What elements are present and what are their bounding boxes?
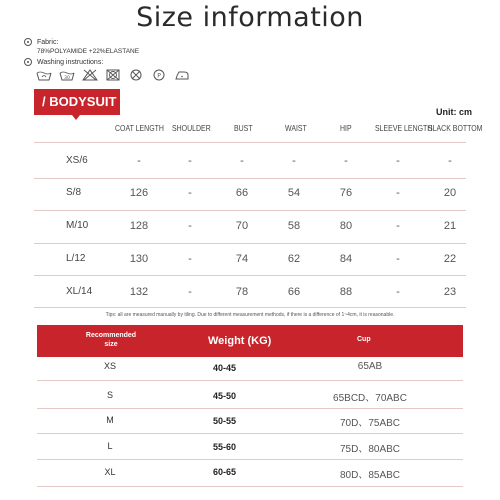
coat-length-value: - [137,155,141,167]
row-divider [34,275,466,276]
header-weight: Weight (KG) [208,335,272,347]
rec-weight-value: 60-65 [213,467,237,477]
section-tag-bodysuit: / BODYSUIT [34,89,120,115]
hand-wash-icon [36,69,52,81]
slack-bottom-value: 22 [443,253,457,265]
no-tumble-dry-icon [105,69,121,81]
rec-cup-value: 65BCD、70ABC [333,393,407,404]
no-bleach-icon [82,69,98,81]
shoulder-value: - [188,220,192,232]
svg-text:30: 30 [64,76,70,81]
header-bust: BUST [234,123,253,133]
rec-weight-value: 45-50 [213,391,237,401]
page-title: Size information [136,2,364,33]
washing-label: Washing instructions: [37,58,104,66]
waist-value: - [292,155,296,167]
row-divider [34,210,466,211]
iron-low-icon [174,69,190,81]
header-cup: Cup [357,336,371,343]
header-shoulder: SHOULDER [172,123,211,133]
waist-value: 58 [287,220,301,232]
hip-value: 80 [339,220,353,232]
sleeve-length-value: - [396,286,400,298]
hip-value: 76 [339,187,353,199]
row-divider [34,307,466,308]
no-dry-clean-icon [128,69,144,81]
shoulder-value: - [188,155,192,167]
row-divider [37,408,463,409]
bust-value: - [240,155,244,167]
rec-cup-value: 80D、85ABC [339,470,401,481]
washing-row [24,58,103,66]
coat-length-value: 128 [129,220,149,232]
bullet-icon [24,58,32,66]
waist-value: 66 [287,286,301,298]
hip-value: 88 [339,286,353,298]
rec-size-label: M [106,415,114,425]
shoulder-value: - [188,286,192,298]
waist-value: 62 [287,253,301,265]
measurement-tips: Tips: all are measured manually by tiling. Due to different measurement methods, if there is a difference of 1~4cm, it is reasonable. [105,312,395,318]
size-label: XL/14 [66,286,93,297]
coat-length-value: 130 [129,253,149,265]
unit-label: Unit: cm [436,107,472,117]
rec-weight-value: 50-55 [213,416,237,426]
header-sleeve-length: SLEEVE LENGTH [375,123,433,133]
size-label: XS/6 [66,155,88,166]
row-divider [37,433,463,434]
slack-bottom-value: 23 [443,286,457,298]
bust-value: 74 [235,253,249,265]
rec-size-label: L [107,441,113,451]
sleeve-length-value: - [396,187,400,199]
bullet-icon [24,38,32,46]
header-coat-length: COAT LENGTH [115,123,164,133]
coat-length-value: 126 [129,187,149,199]
waist-value: 54 [287,187,301,199]
row-divider [37,459,463,460]
rec-size-label: S [106,390,113,400]
row-divider [34,142,466,143]
wash-30-icon [59,69,75,81]
bust-value: 78 [235,286,249,298]
rec-weight-value: 40-45 [213,363,237,373]
fabric-label: Fabric: [37,38,59,46]
rec-size-label: XS [103,361,116,371]
size-label: L/12 [66,253,86,264]
coat-length-value: 132 [129,286,149,298]
rec-weight-value: 55-60 [213,442,237,452]
header-waist: WAIST [285,123,307,133]
rec-cup-value: 70D、75ABC [339,418,401,429]
hip-value: 84 [339,253,353,265]
professional-clean-p-icon [151,69,167,81]
washing-icons [36,69,190,81]
row-divider [34,243,466,244]
size-label: M/10 [66,220,89,231]
rec-cup-value: 65AB [357,361,383,372]
header-recommended-size: Recommended size [85,332,137,348]
sleeve-length-value: - [396,220,400,232]
header-slack-bottom: SLACK BOTTOM [428,123,483,133]
shoulder-value: - [188,253,192,265]
slack-bottom-value: - [448,155,452,167]
fabric-row [24,38,58,46]
rec-cup-value: 75D、80ABC [339,444,401,455]
row-divider [37,486,463,487]
slack-bottom-value: 20 [443,187,457,199]
size-label: S/8 [66,187,82,198]
sleeve-length-value: - [396,155,400,167]
svg-text:P: P [157,72,161,80]
slack-bottom-value: 21 [443,220,457,232]
fabric-value: 78%POLYAMIDE +22%ELASTANE [37,48,140,55]
bust-value: 70 [235,220,249,232]
rec-size-label: XL [104,467,116,477]
bust-value: 66 [235,187,249,199]
shoulder-value: - [188,187,192,199]
hip-value: - [344,155,348,167]
header-hip: HIP [340,123,352,133]
row-divider [34,178,466,179]
row-divider [37,380,463,381]
sleeve-length-value: - [396,253,400,265]
tag-pointer [72,115,80,120]
